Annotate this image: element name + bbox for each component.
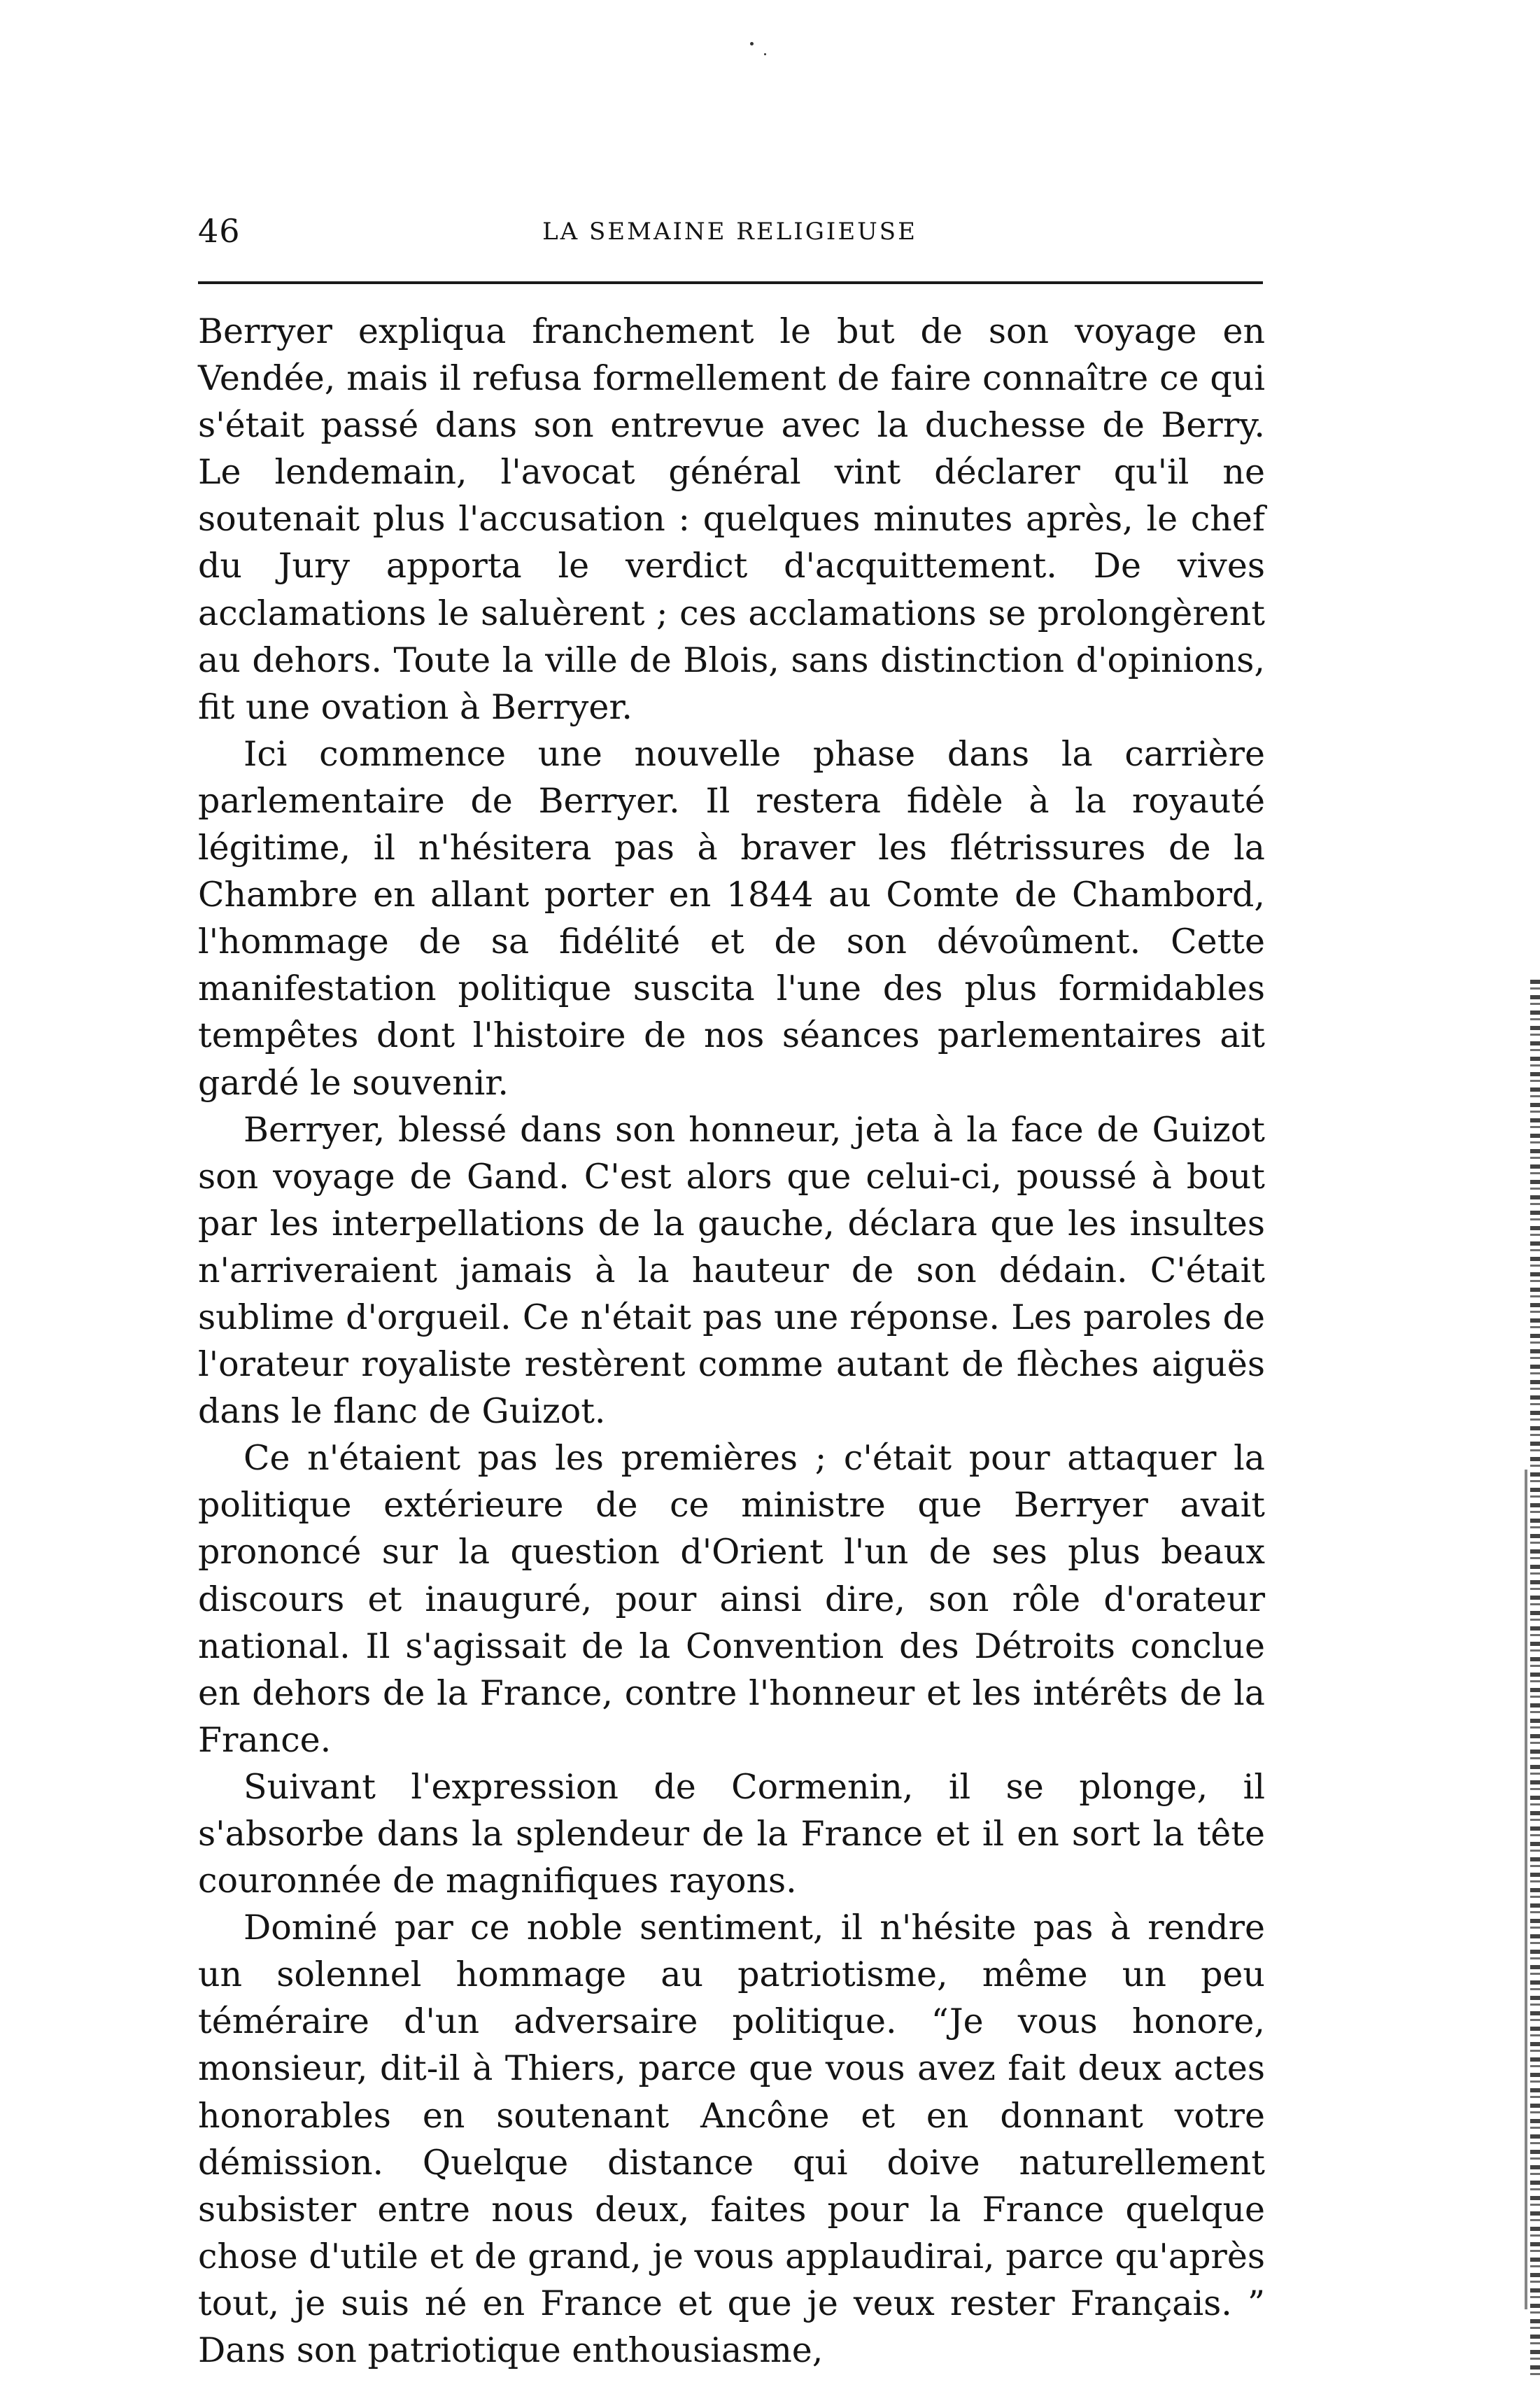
paragraph: Ce n'étaient pas les premières ; c'était pour attaquer la politique extérieure de ce ministre que Berryer avait prononcé sur la question d'Orient l'un de ses plus beaux discours et inauguré, pour ainsi dire, son rôle d'orateur national. Il s'agissait de la Convention des Détroits conclue en dehors de la France, contre l'honneur et les intérêts de la France. (198, 1438, 1265, 1760)
scan-edge-artifact (1530, 980, 1540, 2379)
page-number: 46 (198, 212, 241, 250)
print-speck (764, 53, 766, 55)
print-speck (750, 42, 754, 45)
paragraph: Berryer, blessé dans son honneur, jeta à la face de Guizot son voyage de Gand. C'est alors que celui-ci, poussé à bout par les interpellations de la gauche, déclara que les insultes n'arriveraient jamais à la hauteur de son dédain. C'était sublime d'orgueil. Ce n'était pas une réponse. Les paroles de l'orateur royaliste restèrent comme autant de flèches aiguës dans le flanc de Guizot. (198, 1109, 1265, 1432)
paragraph: Suivant l'expression de Cormenin, il se plonge, il s'absorbe dans la splendeur de la France et il en sort la tête couronnée de magnifiques rayons. (198, 1766, 1265, 1901)
paragraph: Ici commence une nouvelle phase dans la carrière parlementaire de Berryer. Il restera fidèle à la royauté légitime, il n'hésitera pas à braver les flétrissures de la Chambre en allant porter en 1844 au Comte de Chambord, l'hommage de sa fidélité et de son dévoûment. Cette manifestation politique suscita l'une des plus formidables tempêtes dont l'histoire de nos séances parlementaires ait gardé le souvenir. (198, 733, 1265, 1103)
scan-edge-line (1525, 1470, 1527, 2309)
paragraph: Dominé par ce noble sentiment, il n'hésite pas à rendre un solennel hommage au patriotisme, même un peu téméraire d'un adversaire politique. “Je vous honore, monsieur, dit-il à Thiers, parce que vous avez fait deux actes honorables en soutenant Ancône et en donnant votre démission. Quelque distance qui doive naturellement subsister entre nous deux, faites pour la France quelque chose d'utile et de grand, je vous applaudirai, parce qu'après tout, je suis né en France et que je veux rester Français. ” Dans son patriotique enthousiasme, (198, 1908, 1265, 2371)
header-rule (198, 281, 1263, 284)
paragraph: Berryer expliqua franchement le but de son voyage en Vendée, mais il refusa formellement de faire connaître ce qui s'était passé dans son entrevue avec la duchesse de Berry. Le lendemain, l'avocat général vint déclarer qu'il ne soutenait plus l'accusation : quelques minutes après, le chef du Jury apporta le verdict d'acquittement. De vives acclamations le saluèrent ; ces acclamations se prolongèrent au dehors. Toute la ville de Blois, sans distinction d'opinions, fit une ovation à Berryer. (198, 311, 1265, 727)
running-title: LA SEMAINE RELIGIEUSE (542, 218, 917, 246)
body-text (198, 308, 1265, 2374)
running-head (198, 210, 1262, 259)
